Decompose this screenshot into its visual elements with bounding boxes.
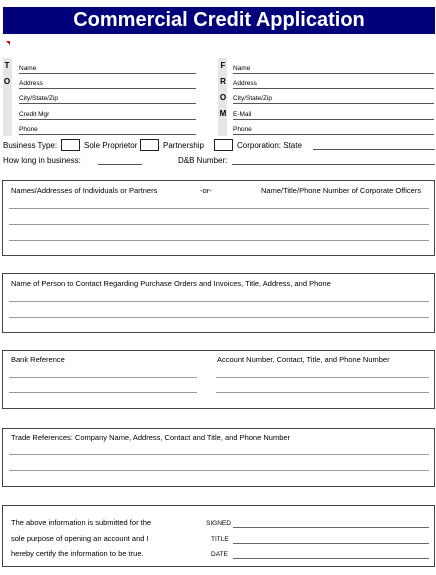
bank-line-left-1[interactable] [9,377,197,378]
comment-marker-icon [6,41,10,45]
to-address-field[interactable] [19,77,196,89]
contact-line-2[interactable] [9,317,429,318]
from-phone-field[interactable] [233,123,434,135]
from-city-state-zip-field[interactable] [233,92,434,104]
to-city-state-zip-field[interactable] [19,92,196,104]
from-name-label: Name [233,65,251,72]
certification-section [2,505,435,567]
corporation-state-field[interactable] [313,149,435,150]
bank-reference-section [2,350,435,409]
dnb-number-label: D&B Number: [178,156,228,165]
signed-label: SIGNED [206,520,231,527]
names-line-1[interactable] [9,208,429,209]
bank-line-right-1[interactable] [216,377,429,378]
dnb-number-field[interactable] [232,164,435,165]
names-addresses-heading: Names/Addresses of Individuals or Partners [11,186,158,195]
from-email-label: E-Mail [233,111,252,118]
title-label: TITLE [211,536,229,543]
partnership-label: Partnership [163,141,204,150]
from-address-field[interactable] [233,77,434,89]
business-type-label: Business Type: [3,141,58,150]
to-address-label: Address [19,80,43,87]
contact-person-section [2,273,435,333]
date-label: DATE [211,551,228,558]
from-letter-f: F [220,61,226,70]
trade-references-heading: Trade References: Company Name, Address, Contact and Title, and Phone Number [11,433,291,442]
from-address-label: Address [233,80,257,87]
to-city-state-zip-label: City/State/Zip [19,95,59,102]
to-credit-mgr-label: Credit Mgr [19,111,50,118]
bank-account-heading: Account Number, Contact, Title, and Phone Number [217,355,390,364]
from-letter-m: M [219,109,227,118]
trade-line-1[interactable] [9,454,429,455]
to-letter-o: O [3,77,11,86]
names-line-3[interactable] [9,240,429,241]
corporation-checkbox[interactable] [214,139,233,151]
from-letter-o: O [219,93,227,102]
to-letter-t: T [4,61,10,70]
sole-proprietor-checkbox[interactable] [61,139,80,151]
corporate-officers-heading: Name/Title/Phone Number of Corporate Officers [261,186,422,195]
how-long-field[interactable] [98,164,142,165]
from-letter-r: R [220,77,226,86]
signed-field[interactable] [233,527,429,528]
bank-reference-heading: Bank Reference [11,355,65,364]
bank-line-left-2[interactable] [9,392,197,393]
to-credit-mgr-field[interactable] [19,108,196,120]
from-email-field[interactable] [233,108,434,120]
names-officers-section [2,180,435,256]
corporation-state-label: Corporation: State [237,141,302,150]
trade-references-section [2,428,435,487]
how-long-label: How long in business: [3,156,81,165]
to-phone-field[interactable] [19,123,196,135]
bank-line-right-2[interactable] [216,392,429,393]
to-phone-label: Phone [19,126,38,133]
partnership-checkbox[interactable] [140,139,159,151]
or-separator: -or- [200,186,212,195]
contact-person-heading: Name of Person to Contact Regarding Purchase Orders and Invoices, Title, Address, and Phone [11,279,331,288]
certification-line-1: The above information is submitted for the [11,518,152,527]
contact-line-1[interactable] [9,301,429,302]
title-field[interactable] [233,543,429,544]
to-name-field[interactable] [19,62,196,74]
to-name-label: Name [19,65,37,72]
from-phone-label: Phone [233,126,252,133]
sole-proprietor-label: Sole Proprietor [84,141,138,150]
date-field[interactable] [233,558,429,559]
names-line-2[interactable] [9,224,429,225]
from-name-field[interactable] [233,62,434,74]
certification-line-3: hereby certify the information to be true. [11,549,144,558]
trade-line-2[interactable] [9,470,429,471]
certification-line-2: sole purpose of opening an account and I [11,534,149,543]
from-city-state-zip-label: City/State/Zip [233,95,273,102]
form-title: Commercial Credit Application [3,7,435,34]
